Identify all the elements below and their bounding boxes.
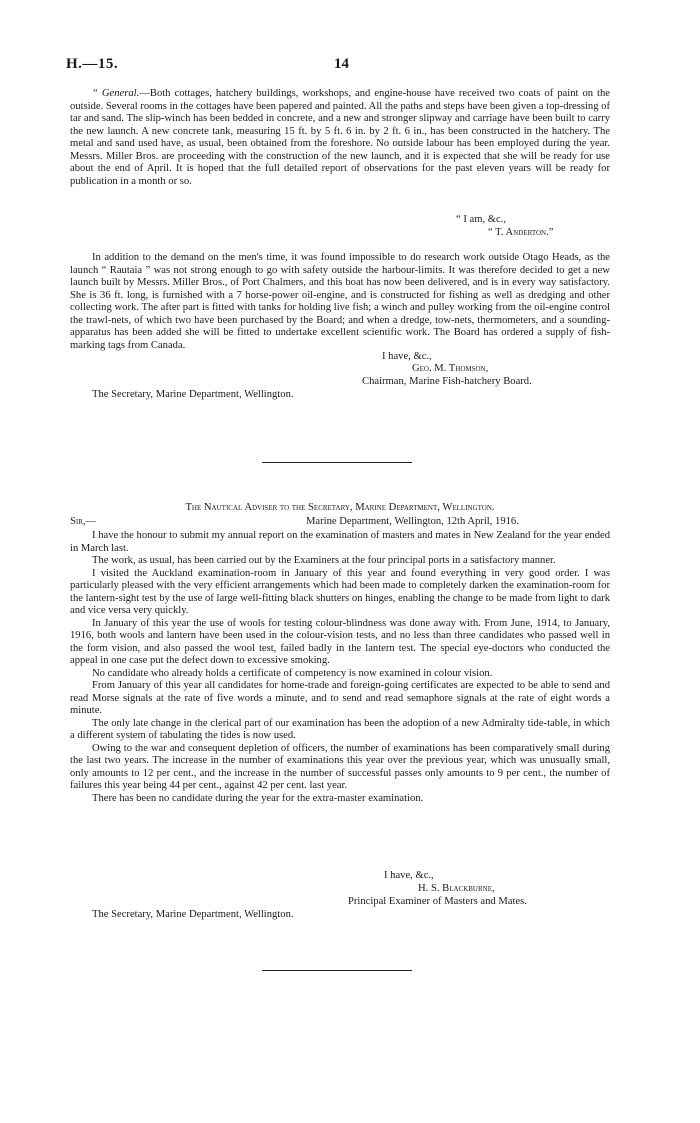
letter-salutation: Sir,— bbox=[70, 516, 97, 527]
general-lead: “ General. bbox=[92, 88, 140, 99]
launch-text: In addition to the demand on the men's time, it was found impossible to do research work outside Otago Heads, as the launch “ Rautaia ” was not strong enough to go with safety outside the harbour-limits. It was therefore decided to get a new launch built by Messrs. Miller Bros., of Port Chalmers, and this boat has now been delivered, and is in every way satisfactory. She is 36 ft. long, is furnished with a 7 horse-power oil-engine, and is constructed for fishing as well as dredging and other collecting work. The after part is fitted with tanks for holding live fish; a winch and pulley working from the oil-engine control the trawl-nets, of which two have been purchased by the Board; and when a dredge, tow-nets, thermometers, and a sounding-apparatus has been added she will be fitted to undertake excellent scientific work. The Board has ordered a supply of fish-marking tags from Canada. bbox=[70, 252, 610, 351]
page-number: 14 bbox=[334, 56, 349, 72]
letter-paragraph: I visited the Auckland examination-room in January of this year and found everything in very good order. I was particularly pleased with the very efficient arrangements which had been made to completely darken the examination-room for the lantern-sight test by the use of large well-fitting black shutters on hinges, enabling the change to be made from light to dark and vice versa very quickly. bbox=[70, 567, 610, 616]
document-reference: H.—15. bbox=[66, 56, 119, 72]
letter-dateline: Marine Department, Wellington, 12th April, 1916. bbox=[306, 516, 519, 527]
thomson-signature: Geo. M. Thomson, bbox=[412, 363, 489, 374]
thomson-addressee: The Secretary, Marine Department, Wellington. bbox=[92, 389, 294, 400]
thomson-title: Chairman, Marine Fish-hatchery Board. bbox=[362, 376, 532, 387]
general-paragraph bbox=[70, 88, 610, 188]
letter-body bbox=[70, 530, 610, 805]
letter-paragraph: Owing to the war and consequent depletion of officers, the number of examinations has been comparatively small during the last two years. The increase in the number of examinations this year over the previous year, which was unusually small, only amounts to 12 per cent., and the increase in the number of successful passes only amounts to 9 per cent., the number of failures this year being 44 per cent., against 42 per cent. last year. bbox=[70, 742, 610, 791]
end-divider bbox=[262, 970, 412, 971]
blackburne-addressee: The Secretary, Marine Department, Wellington. bbox=[92, 909, 294, 920]
letter-paragraph: There has been no candidate during the year for the extra-master examination. bbox=[92, 792, 424, 804]
blackburne-closing: I have, &c., bbox=[384, 870, 434, 881]
letter-paragraph: The work, as usual, has been carried out by the Examiners at the four principal ports in a satisfactory manner. bbox=[92, 555, 556, 566]
letter-paragraph: The only late change in the clerical part of our examination has been the adoption of a new Admiralty tide-table, in which a different system of tabulating the tides is now used. bbox=[70, 717, 610, 741]
launch-paragraph bbox=[70, 252, 610, 352]
letter-paragraph: I have the honour to submit my annual report on the examination of masters and mates in New Zealand for the year ended in March last. bbox=[70, 530, 610, 554]
section-divider bbox=[262, 462, 412, 463]
general-text: —Both cottages, hatchery buildings, workshops, and engine-house have received two coats of paint on the outside. Several rooms in the cottages have been papered and painted. All the paths and steps have been given a top-dressing of tar and sand. The slip-winch has been bedded in concrete, and a new and stronger slipway and carriage have been built to carry the new launch. A new concrete tank, measuring 15 ft. by 5 ft. 6 in. by 2 ft. 6 in., has been constructed in the hatchery. The metal and sand used have, as usual, been obtained from the foreshore. No outside labour has been employed during the year. Messrs. Miller Bros. are proceeding with the construction of the new launch, and it is expected that she will be ready for use about the end of April. It is hoped that the full detailed report of observations for the past eleven years will be ready for publication in a month or so. bbox=[70, 88, 611, 187]
anderton-closing: “ I am, &c., bbox=[456, 214, 507, 225]
thomson-closing: I have, &c., bbox=[382, 351, 432, 362]
letter-paragraph: From January of this year all candidates for home-trade and foreign-going certificates are expected to be able to send and read Morse signals at the rate of five words a minute, and to send and read semaphore signals at the rate of eight words a minute. bbox=[70, 680, 610, 716]
letter-address: The Nautical Adviser to the Secretary, Marine Department, Wellington. bbox=[185, 502, 495, 513]
blackburne-title: Principal Examiner of Masters and Mates. bbox=[348, 896, 527, 907]
letter-paragraph: In January of this year the use of wools for testing colour-blindness was done away with. From June, 1914, to January, 1916, both wools and lantern have been used in the colour-vision tests, and no less than three candidates who passed well in the form vision, and also passed the wool test, failed badly in the lantern test. The special eye-doctors who conducted the appeal in one case put the defect down to excessive smoking. bbox=[70, 617, 610, 666]
blackburne-signature: H. S. Blackburne, bbox=[418, 883, 495, 894]
letter-paragraph: No candidate who already holds a certificate of competency is now examined in colour vision. bbox=[92, 667, 493, 679]
anderton-signature: “ T. Anderton.” bbox=[488, 227, 554, 238]
